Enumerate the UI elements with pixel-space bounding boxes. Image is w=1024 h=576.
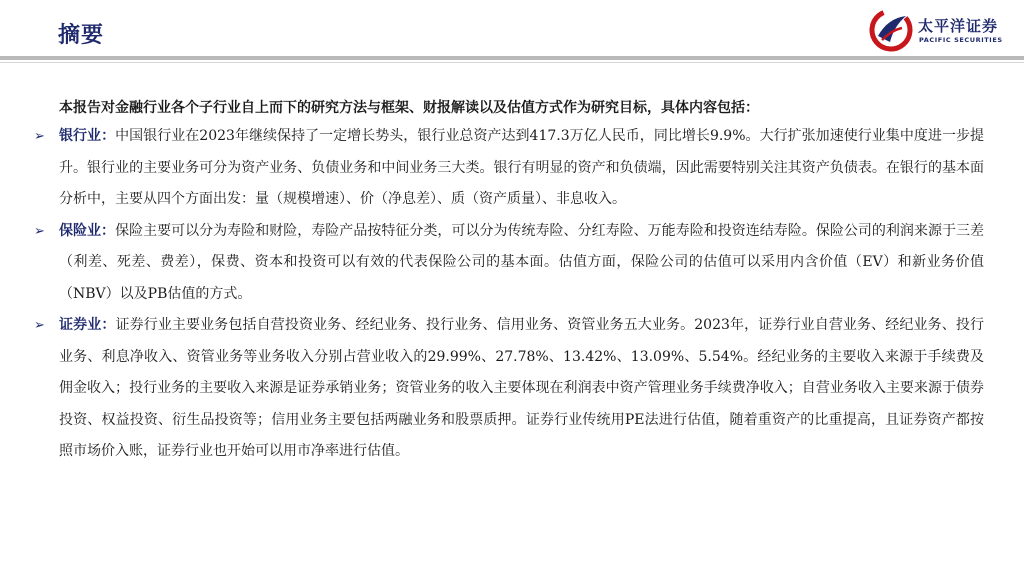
bullet-heading: 保险业：: [59, 222, 116, 239]
summary-content: [34, 95, 984, 468]
bullet-insurance: [34, 216, 984, 311]
bullet-text: 证券行业主要业务包括自营投资业务、经纪业务、投行业务、信用业务、资管业务五大业务。2023年，证券行业自营业务、经纪业务、投行业务、利息净收入、资管业务等业务收入分别占营业收入的29.99%、27.78%、13.42%、13.09%、5.54%。经纪业务的主要收入来源于手续费及佣金收入；投行业务的主要收入来源是证券承销业务；资管业务的收入主要体现在利润表中资产管理业务手续费净收入；自营业务收入主要来源于债券投资、权益投资、衍生品投资等；信用业务主要包括两融业务和股票质押。证券行业传统用PE法进行估值，随着重资产的比重提高，且证券资产都按照市场价入账，证券行业也开始可以用市净率进行估值。: [59, 317, 984, 459]
bullet-text: 保险主要可以分为寿险和财险，寿险产品按特征分类，可以分为传统寿险、分红寿险、万能寿险和投资连结寿险。保险公司的利润来源于三差（利差、死差、费差），保费、资本和投资可以有效的代表保险公司的基本面。估值方面，保险公司的估值可以采用内含价值（EV）和新业务价值（NBV）以及PB估值的方式。: [59, 222, 984, 302]
logo-name-cn: 太平洋证券: [918, 17, 999, 35]
bullet-heading: 证券业：: [59, 317, 116, 333]
arrow-bullet-icon: ➢: [34, 318, 45, 333]
arrow-bullet-icon: ➢: [34, 129, 45, 144]
header-divider: [0, 56, 1024, 60]
pacific-securities-logo-icon: [868, 6, 914, 52]
arrow-bullet-icon: ➢: [34, 223, 45, 239]
intro-text: 本报告对金融行业各个子行业自上而下的研究方法与框架、财报解读以及估值方式作为研究目标，具体内容包括：: [59, 100, 759, 116]
bullet-securities: [34, 310, 984, 468]
bullet-heading: 银行业：: [59, 128, 116, 144]
company-logo: [868, 6, 1018, 54]
bullet-text: 中国银行业在2023年继续保持了一定增长势头，银行业总资产达到417.3万亿人民币，同比增长9.9%。大行扩张加速使行业集中度进一步提升。银行业的主要业务可分为资产业务、负债业务和中间业务三大类。银行有明显的资产和负债端，因此需要特别关注其资产负债表。在银行的基本面分析中，主要从四个方面出发：量（规模增速）、价（净息差）、质（资产质量）、非息收入。: [59, 128, 985, 207]
bullet-banking: [34, 121, 984, 216]
header-divider-thin: [0, 62, 1024, 63]
page-title: 摘要: [58, 23, 105, 48]
logo-name-en: PACIFIC SECURITIES: [919, 36, 1003, 44]
